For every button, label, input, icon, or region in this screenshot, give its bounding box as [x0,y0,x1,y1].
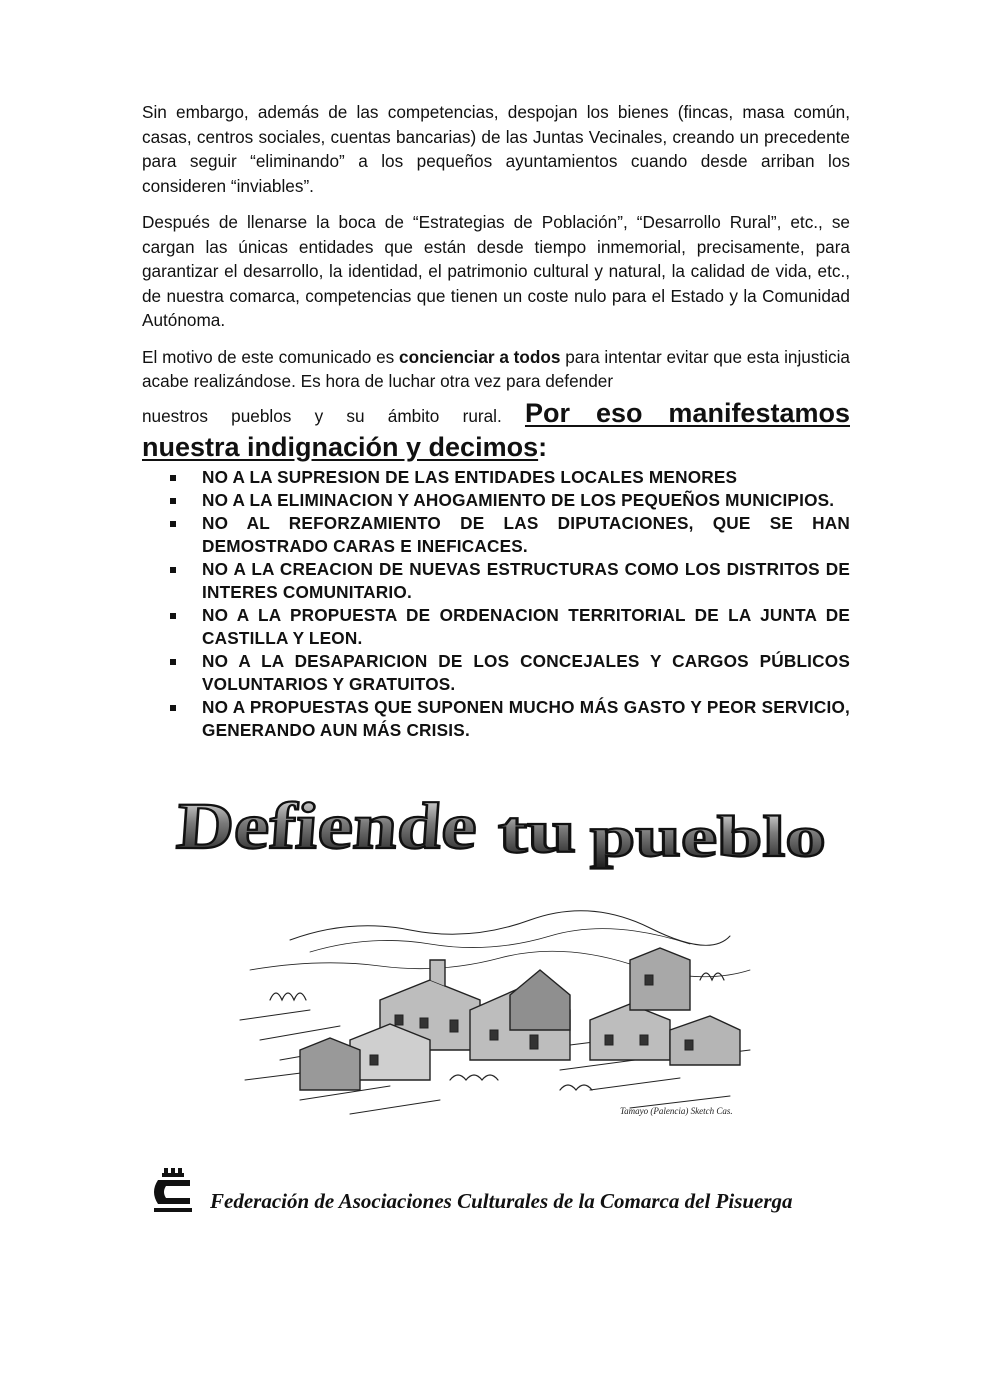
crown-logo-icon [150,1168,196,1216]
body-text [142,100,850,464]
bullet-square-icon [170,659,176,665]
call-to-action-heading-2: nuestra indignación y decimos [142,431,539,462]
demand-item [170,466,850,489]
paragraph-3-end: nuestros pueblos y su ámbito rural. [142,405,525,426]
paragraph-2: Después de llenarse la boca de “Estrategias de Población”, “Desarrollo Rural”, etc., se cargan las únicas entidades que están desde tiempo inmemorial, precisamente, para garantizar el desarrollo, la identidad, el patrimonio cultural y natural, la calidad de vida, etc., de nuestra comarca, competencias que tienen un coste nulo para el Estado y la Comunidad Autónoma. [142,212,850,330]
demand-item [170,696,850,742]
demand-text: NO A LA CREACION DE NUEVAS ESTRUCTURAS COMO LOS DISTRITOS DE INTERES COMUNITARIO. [202,559,850,602]
demand-text: NO A LA PROPUESTA DE ORDENACION TERRITORIAL DE LA JUNTA DE CASTILLA Y LEON. [202,605,850,648]
bullet-square-icon [170,521,176,527]
demand-text: NO AL REFORZAMIENTO DE LAS DIPUTACIONES, QUE SE HAN DEMOSTRADO CARAS E INEFICACES. [202,513,850,556]
call-to-action-line-1 [142,396,850,430]
paragraph-3-start: El motivo de este comunicado es [142,346,400,367]
bullet-square-icon [170,567,176,573]
slogan-word-1: Defiende [174,790,429,863]
call-to-action-line-2 [142,430,850,464]
paragraph-3-emphasis: concienciar a todos [399,346,561,367]
slogan-word-3: pueblo [590,804,826,869]
call-to-action-colon: : [538,431,548,462]
organization-name: Federación de Asociaciones Culturales de la Comarca del Pisuerga [210,1189,793,1213]
bullet-square-icon [170,705,176,711]
slogan-word-2: tu [498,799,576,865]
demand-text: NO A PROPUESTAS QUE SUPONEN MUCHO MÁS GASTO Y PEOR SERVICIO, GENERANDO AUN MÁS CRISIS. [202,697,850,740]
footer [150,1168,960,1228]
demand-text: NO A LA DESAPARICION DE LOS CONCEJALES Y CARGOS PÚBLICOS VOLUNTARIOS Y GRATUITOS. [202,651,850,694]
demand-text: NO A LA ELIMINACION Y AHOGAMIENTO DE LOS PEQUEÑOS MUNICIPIOS. [202,490,835,510]
paragraph-1: Sin embargo, además de las competencias, despojan los bienes (fincas, masa común, casas, centros sociales, cuentas bancarias) de las Juntas Vecinales, creando un precedente para seguir “eliminando” a los pequeños ayuntamientos cuando desde arriban los consideren “inviables”. [142,102,850,196]
sketch-signature: Tamayo (Palencia) Sketch Cas. [620,1106,733,1116]
demand-item [170,604,850,650]
demand-item [170,558,850,604]
bullet-square-icon [170,498,176,504]
demand-item [170,512,850,558]
demand-item [170,489,850,512]
demands-list [170,466,850,742]
bullet-square-icon [170,613,176,619]
bullet-square-icon [170,475,176,481]
demand-text: NO A LA SUPRESION DE LAS ENTIDADES LOCALES MENORES [202,467,738,487]
demand-item [170,650,850,696]
call-to-action-heading-1: Por eso manifestamos [524,397,850,428]
village-sketch-illustration [230,900,760,1130]
paragraph-3 [142,345,850,394]
slogan-wordart [168,782,838,882]
paragraph-3-middle: para intentar evitar que esta injusticia acabe realizándose. Es hora de luchar otra vez para defender [142,346,850,391]
